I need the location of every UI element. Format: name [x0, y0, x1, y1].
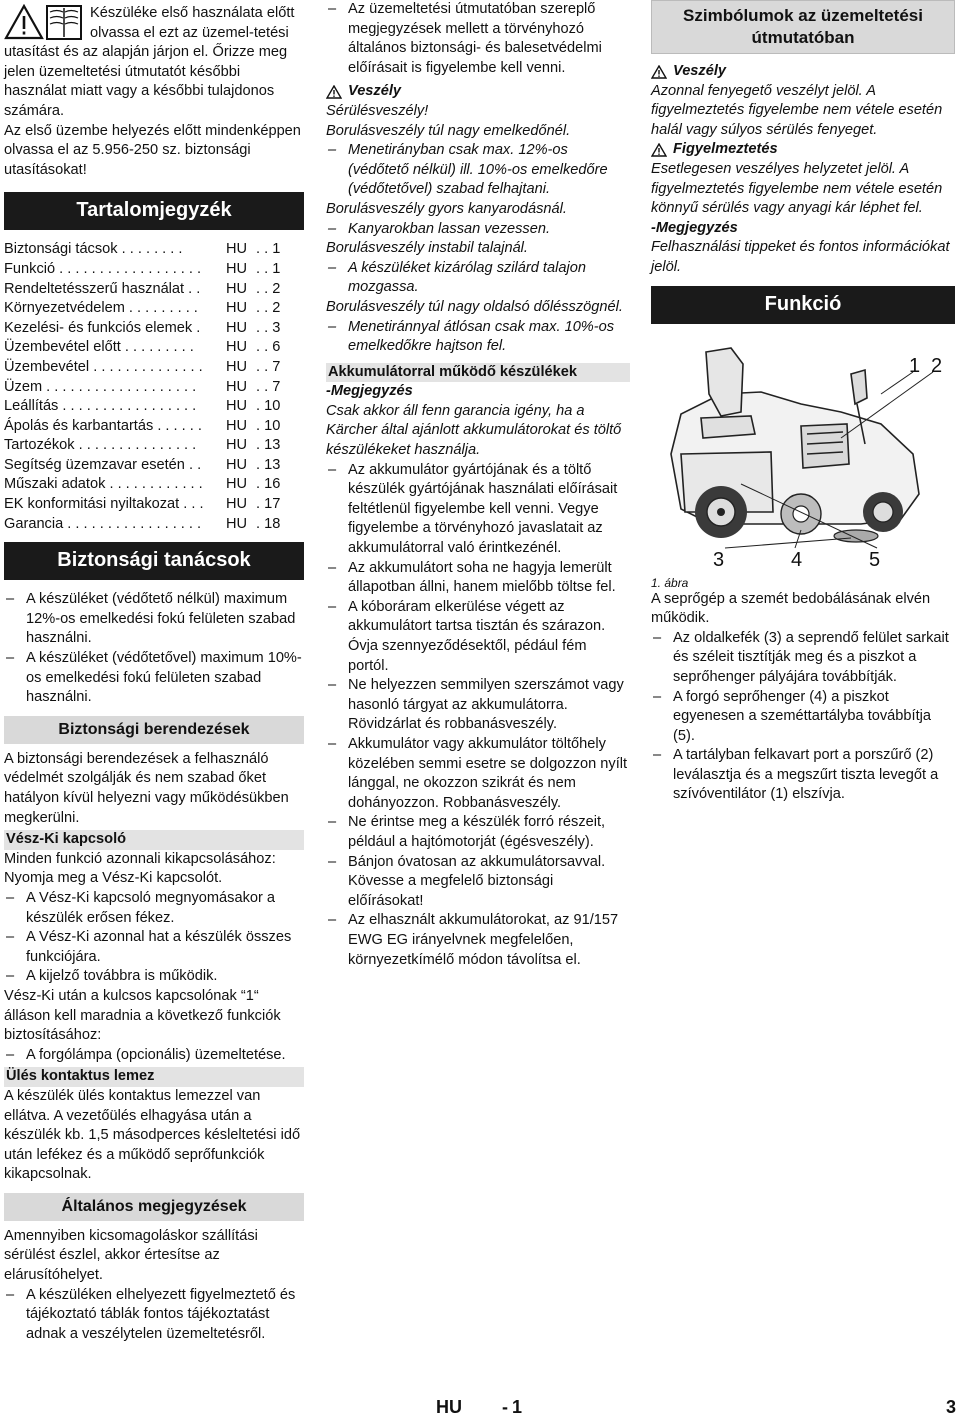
toc-item-page: . . 2 — [256, 300, 281, 317]
danger-instruction: – Menetirányban csak max. 12%-os (védőtető nélkül) ill. 10%-os emelkedőre (védőtetővel) szabad felhajtani. — [326, 141, 630, 200]
footer-sep: - — [502, 1397, 508, 1417]
toc-row — [4, 260, 304, 280]
toc-row — [4, 378, 304, 398]
toc-title — [4, 495, 226, 515]
list-item: – Az üzemeltetési útmutatóban szereplő megjegyzések mellett a törvényhozó általános biztonsági- és balesetvédelmi előírásait is figyelembe kell venni. — [326, 0, 630, 78]
list-item: – Bánjon óvatosan az akkumulátorsavval. Kövesse a megfelelő biztonsági előírásokat! — [326, 853, 630, 912]
danger-heading-2 — [651, 62, 955, 82]
toc-title — [4, 417, 226, 437]
intro-text-2: Az első üzembe helyezés előtt mindenképpen olvassa el az 5.956-250 sz. biztonsági utasításokat! — [4, 122, 301, 178]
list-item: – A kóboráram elkerülése végett az akkumulátort tartsa tisztán és szárazon. Óvja szennyeződésektől, pédául fém portól. — [326, 598, 630, 676]
middle-column — [326, 0, 630, 970]
toc-item-lang: HU — [226, 417, 248, 434]
emergency-text: Minden funkció azonnali kikapcsolásához: Nyomja meg a Vész-Ki kapcsolót. — [4, 850, 276, 887]
safety-devices-title: Biztonsági berendezések — [4, 716, 304, 744]
toc-item-dots: . . . . . . . . . — [124, 300, 198, 317]
toc-item-title: Rendeltetésszerű használat — [4, 280, 185, 297]
toc-row — [4, 338, 304, 358]
toc-item-dots: . . . . . . . . . . . . . . . . . . . — [42, 378, 197, 395]
left-column — [4, 0, 304, 1344]
toc-item-page: . 18 — [256, 515, 281, 532]
toc-title — [4, 358, 226, 378]
toc-title — [4, 299, 226, 319]
toc-item-lang: HU — [226, 378, 248, 395]
toc-item-page: . 10 — [256, 417, 281, 434]
toc-item-dots: . . . . . . . . — [117, 241, 183, 258]
toc-item-dots: . . . . . . . . . . . . . . . . . — [58, 398, 197, 415]
toc-item-lang: HU — [226, 300, 248, 317]
list-item: – Az oldalkefék (3) a seprendő felület sarkait és széleit tisztítják meg és a piszkot a seprőhenger pályájára továbbítják. — [651, 629, 955, 688]
list-item: – Az akkumulátor gyártójának és a töltő készülék gyártójának használati előírásait feltétlenül figyelembe kell venni. Vegye figyelembe a törvényhozó javaslatait az akkumulátorral való érintkezénél. — [326, 461, 630, 559]
note-text: Felhasználási tippeket és fontos információkat jelöl. — [651, 239, 950, 275]
toc-item-dots: . . . . . . — [153, 417, 202, 434]
symbols-title: Szimbólumok az üzemeltetési útmutatóban — [651, 0, 955, 54]
danger-instruction: – Kanyarokban lassan vezessen. — [326, 220, 630, 240]
toc-item-lang: HU — [226, 476, 248, 493]
toc-row — [4, 319, 304, 339]
toc-item-dots: . . . . . . . . . . . . — [105, 476, 203, 493]
battery-list — [326, 461, 630, 970]
toc-item-dots: . . . . . . . . . . . . . . . . . — [63, 515, 202, 532]
general-text: Amennyiben kicsomagoláskor szállítási sérülést észlel, akkor értesítse az elárusítóhelyet. — [4, 1227, 258, 1284]
emergency-text-2: Vész-Ki után a kulcsos kapcsolónak “1“ álláson kell maradnia a következő funkciók biztosításához: — [4, 987, 281, 1044]
toc-item-page: . . 6 — [256, 339, 281, 356]
danger-statement: Sérülésveszély! — [326, 102, 429, 119]
emergency-list — [4, 889, 304, 987]
toc-row — [4, 436, 304, 456]
figure-caption: 1. ábra — [651, 575, 689, 590]
warning-icon — [326, 85, 342, 99]
toc-item-title: Műszaki adatok — [4, 476, 106, 493]
footer-num: 1 — [512, 1397, 523, 1417]
toc-item-dots: . . . . . . . . . . . . . . . . . . — [55, 260, 202, 277]
toc-title — [4, 436, 226, 456]
col2-top-list — [326, 0, 630, 78]
danger-statement: Borulásveszély túl nagy oldalsó dőlésszögnél. — [326, 298, 623, 315]
list-item: – Az akkumulátort soha ne hagyja lemerült állapotban állni, hanem mielőbb töltse fel. — [326, 559, 630, 598]
footer-lang: HU — [436, 1397, 462, 1417]
toc-item-lang: HU — [226, 456, 248, 473]
toc-item-page: . . 7 — [256, 358, 281, 375]
emergency-list-2 — [4, 1046, 304, 1066]
toc-row — [4, 358, 304, 378]
toc-item-lang: HU — [226, 339, 248, 356]
intro-text-1: Készüléke első használata előtt olvassa el ezt az üzemel-tetési utasítást és az alapján járjon el. Őrizze meg jelen üzemeltetési útmutatót későbbi használat miatt vagy a későbbi tulajdonos számára. — [4, 5, 295, 119]
toc-item-lang: HU — [226, 241, 248, 258]
toc-item-dots: . — [192, 319, 201, 336]
list-item: – A forgólámpa (opcionális) üzemeltetése. — [4, 1046, 304, 1066]
danger-instruction: – Menetiránnyal átlósan csak max. 10%-os emelkedőkre hajtson fel. — [326, 318, 630, 357]
toc-item-title: Segítség üzemzavar esetén — [4, 456, 185, 473]
toc-row — [4, 475, 304, 495]
battery-note-text: Csak akkor áll fenn garancia igény, ha a Kärcher által ajánlott akkumulátorokat és töltő készülékeket használja. — [326, 402, 622, 459]
toc-item-title: Üzembevétel előtt — [4, 339, 121, 356]
toc-title — [4, 378, 226, 398]
warning-icon — [651, 65, 667, 79]
footer-page: 3 — [946, 1397, 957, 1417]
list-item: – A Vész-Ki kapcsoló megnyomásakor a készülék erősen fékez. — [4, 889, 304, 928]
danger-statement: Borulásveszély gyors kanyarodásnál. — [326, 200, 567, 217]
side-brush — [834, 530, 878, 542]
toc-item-dots: . . . — [179, 496, 204, 513]
toc-item-dots: . . — [184, 280, 201, 297]
toc-item-title: Biztonsági tácsok — [4, 241, 118, 258]
battery-title: Akkumulátorral működő készülékek — [326, 363, 630, 383]
toc-title — [4, 475, 226, 495]
toc-row — [4, 456, 304, 476]
danger-statement: Borulásveszély túl nagy emelkedőnél. — [326, 122, 571, 139]
toc-item-dots: . . . . . . . . . . . . . . — [89, 358, 203, 375]
emergency-title: Vész-Ki kapcsoló — [4, 830, 304, 850]
toc-row — [4, 495, 304, 515]
sweeper-drawing — [651, 334, 955, 574]
toc-item-title: Ápolás és karbantartás — [4, 417, 154, 434]
toc-item-page: . 17 — [256, 496, 281, 513]
sweeper-figure — [651, 334, 955, 574]
table-of-contents — [4, 240, 304, 534]
toc-title — [4, 319, 226, 339]
toc-item-dots: . . . . . . . . . . . . . . . — [74, 437, 197, 454]
front-wheel — [863, 492, 903, 532]
toc-row — [4, 299, 304, 319]
list-item: – A készüléken elhelyezett figyelmeztető és tájékoztató táblák fontos tájékoztatást adnak a veszélytelen üzemeltetésről. — [4, 1286, 304, 1345]
toc-item-page: . . 7 — [256, 378, 281, 395]
toc-item-lang: HU — [226, 437, 248, 454]
general-list — [4, 1286, 304, 1345]
figure-label-1: 1 — [909, 354, 921, 377]
function-title: Funkció — [651, 286, 955, 324]
battery-note-label: -Megjegyzés — [326, 383, 413, 400]
caution-heading — [651, 140, 955, 160]
safety-devices-text: A biztonsági berendezések a felhasználó védelmét szolgálják és nem szabad őket hatályon kívül helyezni vagy működésükben megkerülni. — [4, 750, 289, 826]
safety-title: Biztonsági tanácsok — [4, 542, 304, 580]
list-item: – A tartályban felkavart port a porszűrő (2) leválasztja és a megszűrt tiszta levegőt a szívóventilátor (1) elszívja. — [651, 746, 955, 805]
danger-label: Veszély — [348, 83, 402, 100]
list-item: – Akkumulátor vagy akkumulátor töltőhely közelében semmi esetre se dolgozzon nyílt lánggal, ne okozzon szikrát és nem dohányozzon. Robbanásveszély. — [326, 735, 630, 813]
warning-icon — [651, 143, 667, 157]
function-list — [651, 629, 955, 805]
list-item: – A forgó seprőhenger (4) a piszkot egyenesen a szeméttartályba továbbítja (5). — [651, 688, 955, 747]
toc-title — [4, 456, 226, 476]
toc-item-title: Tartozékok — [4, 437, 75, 454]
toc-title — [4, 338, 226, 358]
toc-item-page: . . 3 — [256, 319, 281, 336]
toc-item-lang: HU — [226, 515, 248, 532]
danger-lines — [326, 102, 630, 357]
toc-item-page: . 13 — [256, 456, 281, 473]
toc-item-title: Leállítás — [4, 398, 59, 415]
toc-title — [4, 280, 226, 300]
toc-row — [4, 417, 304, 437]
toc-item-lang: HU — [226, 319, 248, 336]
toc-item-dots: . . . . . . . . . — [120, 339, 194, 356]
toc-item-title: Üzem — [4, 378, 43, 395]
list-item: – Ne helyezzen semmilyen szerszámot vagy hasonló tárgyat az akkumulátorra. Rövidzárlat és robbanásveszély. — [326, 676, 630, 735]
list-item: – A Vész-Ki azonnal hat a készülék összes funkciójára. — [4, 928, 304, 967]
toc-item-title: Üzembevétel — [4, 358, 90, 375]
toc-item-lang: HU — [226, 358, 248, 375]
toc-title — [4, 240, 226, 260]
intro — [4, 0, 304, 180]
toc-item-title: Kezelési- és funkciós elemek — [4, 319, 193, 336]
toc-item-page: . . 2 — [256, 280, 281, 297]
toc-item-lang: HU — [226, 496, 248, 513]
toc-row — [4, 240, 304, 260]
sweeper-roller — [781, 494, 821, 534]
danger-text: Azonnal fenyegető veszélyt jelöl. A figyelmeztetés figyelembe nem vétele esetén halál vagy súlyos sérülés fenyeget. — [651, 82, 943, 138]
book-icon — [47, 6, 81, 39]
list-item: – A készüléket (védőtetővel) maximum 10%-os emelkedési fokú felületen szabad használni. — [4, 649, 304, 708]
toc-row — [4, 515, 304, 535]
intro-icons — [4, 4, 84, 42]
toc-row — [4, 397, 304, 417]
toc-item-lang: HU — [226, 280, 248, 297]
list-item: – A készüléket (védőtető nélkül) maximum 12%-os emelkedési fokú felületen szabad használni. — [4, 590, 304, 649]
danger-heading — [326, 82, 630, 102]
toc-item-page: . 13 — [256, 437, 281, 454]
list-item: – A kijelző továbbra is működik. — [4, 967, 304, 987]
danger-label: Veszély — [673, 63, 727, 79]
toc-title — [4, 260, 226, 280]
figure-label-5: 5 — [869, 548, 881, 571]
toc-item-title: Funkció — [4, 260, 56, 277]
toc-row — [4, 280, 304, 300]
toc-title — [4, 515, 226, 535]
toc-item-title: Környezetvédelem — [4, 300, 125, 317]
toc-item-page: . 10 — [256, 398, 281, 415]
rear-wheel — [695, 486, 747, 538]
warning-icon — [6, 6, 42, 38]
safety-list — [4, 590, 304, 708]
caution-text: Esetlegesen veszélyes helyzetet jelöl. A figyelmeztetés figyelembe nem vétele esetén könnyű sérülés vagy anyagi kár léphet fel. — [651, 160, 943, 217]
figure-label-3: 3 — [713, 548, 725, 571]
danger-instruction: – A készüléket kizárólag szilárd talajon mozgassa. — [326, 259, 630, 298]
list-item: – Az elhasznált akkumulátorokat, az 91/157 EWG EG irányelvnek megfelelően, környezetkímélő módon távolítsa el. — [326, 911, 630, 970]
toc-item-page: . . 1 — [256, 260, 281, 277]
seat-text: A készülék ülés kontaktus lemezzel van ellátva. A vezetőülés elhagyása után a készülék kb. 1,5 másodperces késleltetési idő után lefékez és a működő seprőfunkciók kikapcsolnak. — [4, 1087, 301, 1183]
caution-label: Figyelmeztetés — [673, 141, 778, 158]
note-label: -Megjegyzés — [651, 219, 738, 236]
toc-item-page: . 16 — [256, 476, 281, 493]
toc-item-title: Garancia — [4, 515, 64, 532]
toc-item-page: . . 1 — [256, 241, 281, 258]
figure-label-4: 4 — [791, 548, 803, 571]
list-item: – Ne érintse meg a készülék forró részeit, például a hajtómotorját (égésveszély). — [326, 813, 630, 852]
function-text: A seprőgép a szemét bedobálásának elvén működik. — [651, 590, 931, 627]
seat-title: Ülés kontaktus lemez — [4, 1067, 304, 1087]
toc-item-dots: . . — [184, 456, 202, 473]
general-title: Általános megjegyzések — [4, 1193, 304, 1221]
figure-label-2: 2 — [931, 354, 943, 377]
danger-statement: Borulásveszély instabil talajnál. — [326, 240, 528, 257]
toc-title: Tartalomjegyzék — [4, 192, 304, 230]
right-column — [651, 0, 955, 805]
toc-title — [4, 397, 226, 417]
toc-item-lang: HU — [226, 260, 248, 277]
toc-item-lang: HU — [226, 398, 248, 415]
toc-item-title: EK konformitási nyiltakozat — [4, 496, 180, 513]
